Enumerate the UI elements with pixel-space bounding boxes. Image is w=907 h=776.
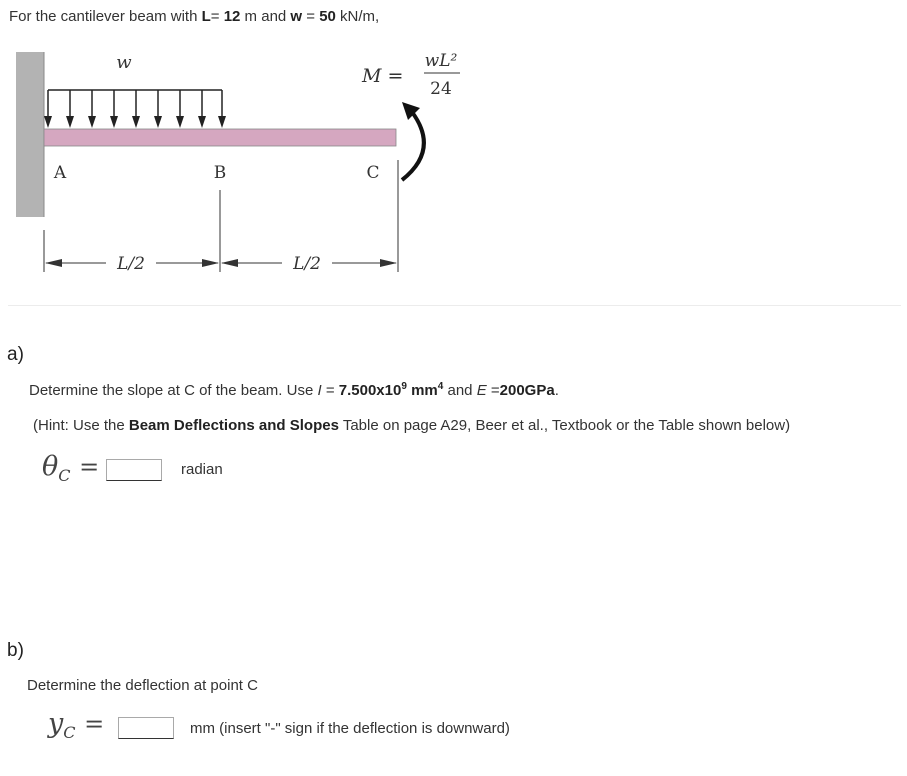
slope-answer-input[interactable] — [106, 459, 162, 481]
dim-left-label: L/2 — [117, 254, 145, 274]
moment-numerator: wL² — [424, 51, 458, 71]
w-unit: kN/m, — [335, 8, 380, 25]
and-text: and — [443, 382, 477, 399]
y-equals: = — [84, 710, 105, 738]
part-a-question: Determine the slope at C of the beam. Use $I = 7.500x10^9$ $mm^4$ and E =200GPa. — [29, 381, 559, 399]
L-eq: = — [210, 8, 224, 25]
dim-right-label: L/2 — [293, 254, 321, 274]
w-label: w — [290, 8, 303, 25]
problem-statement — [9, 8, 379, 25]
part-a-hint — [33, 417, 790, 434]
I-value: $7.500x10^9$ $mm^4$ — [338, 381, 444, 399]
dim-arrow-right-end — [380, 259, 397, 267]
I-symbol: I — [317, 382, 322, 399]
beam — [44, 129, 396, 146]
part-a-label: a) — [7, 344, 24, 365]
question-prefix: Determine the slope at C of the beam. Use — [29, 382, 318, 399]
L-value: 12 — [223, 8, 241, 25]
L-label: L — [201, 8, 211, 25]
dim-arrow-left-start — [45, 259, 62, 267]
theta-c-symbol: $\theta_C$ = — [42, 451, 100, 485]
E-eq: = — [486, 382, 500, 399]
hint-table-name: Beam Deflections and Slopes — [128, 417, 339, 434]
deflection-unit-note: mm (insert "-" sign if the deflection is downward) — [190, 720, 510, 737]
part-b-question: Determine the deflection at point C — [27, 677, 258, 694]
intro-prefix: For the cantilever beam with — [9, 8, 202, 25]
dim-arrow-right-start — [221, 259, 238, 267]
point-C-label: C — [366, 163, 380, 183]
I-eq: = — [321, 382, 339, 399]
dim-arrow-left-end — [202, 259, 219, 267]
slope-unit-label: radian — [181, 461, 223, 478]
theta-equals: = — [79, 453, 100, 481]
y-c-symbol: $y_C$ = — [48, 708, 105, 742]
point-B-label: B — [213, 163, 227, 183]
hint-suffix: Table on page A29, Beer et al., Textbook or the Table shown below) — [338, 417, 791, 434]
moment-denominator: 24 — [430, 79, 452, 99]
load-arrowheads — [44, 116, 226, 128]
part-b-label: b) — [7, 640, 24, 661]
load-label: w — [116, 52, 132, 73]
moment-arrow-arc — [402, 112, 424, 180]
L-unit: m and — [240, 8, 291, 25]
E-symbol: E — [476, 382, 487, 399]
E-value: 200GPa — [499, 382, 555, 399]
deflection-answer-input[interactable] — [118, 717, 174, 739]
fixed-support-wall — [16, 52, 44, 217]
point-A-label: A — [53, 163, 67, 183]
w-eq: = — [302, 8, 320, 25]
cantilever-beam-figure — [0, 40, 480, 280]
section-divider — [8, 305, 901, 306]
hint-prefix: (Hint: Use the — [33, 417, 129, 434]
w-value: 50 — [319, 8, 336, 25]
moment-M: M = — [362, 65, 404, 87]
